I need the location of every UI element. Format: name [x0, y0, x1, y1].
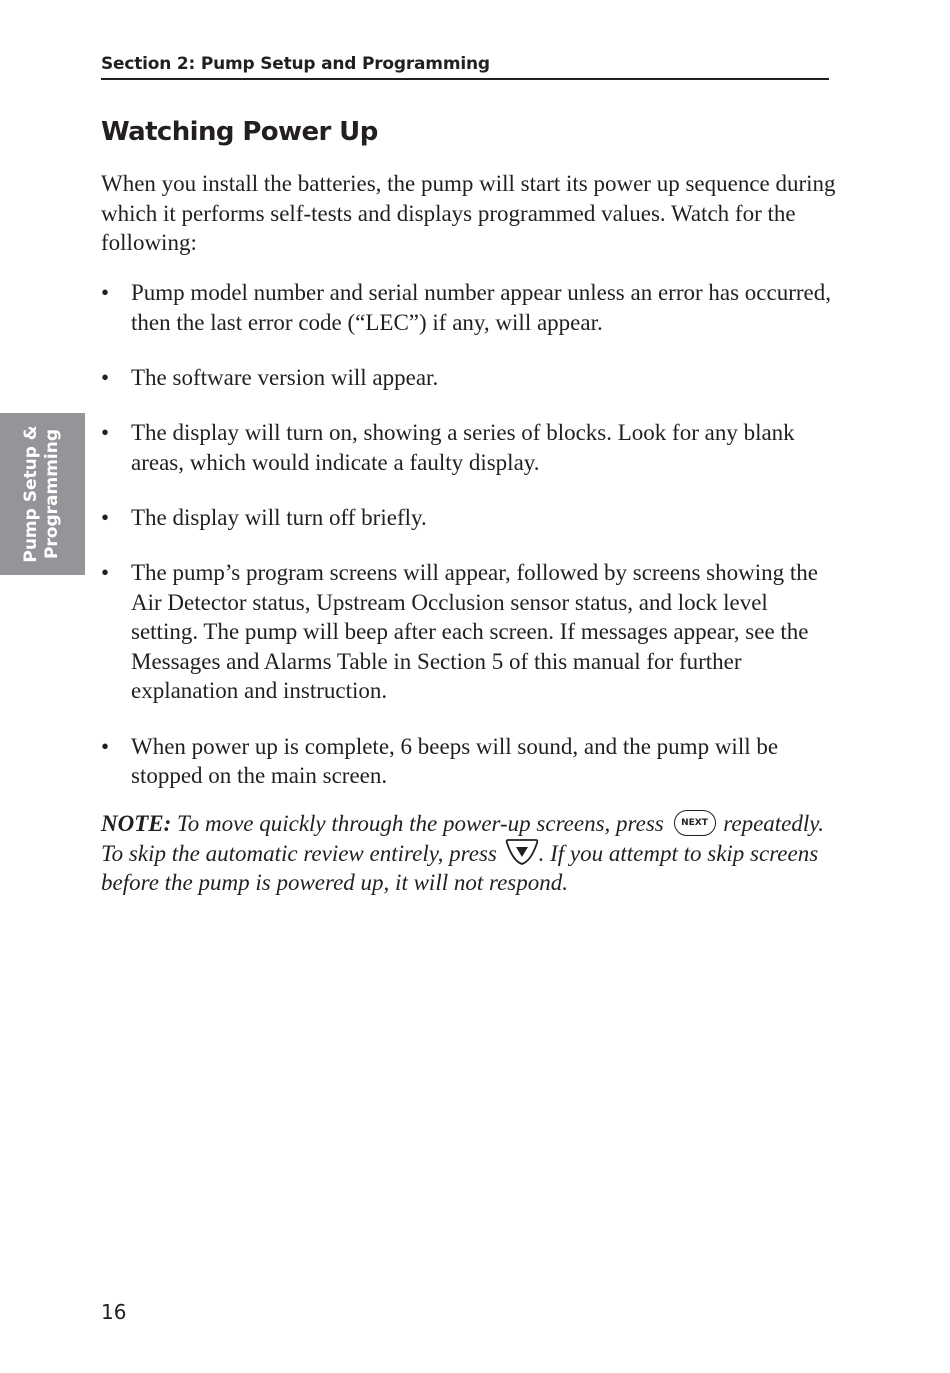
note-text-3: . If you attempt to skip screens before the pump is powered up, it will not respond. — [101, 840, 819, 896]
bullet-icon: • — [101, 504, 110, 530]
list-item-text: The display will turn on, showing a series of blocks. Look for any blank areas, which would indicate a faulty display. — [131, 419, 795, 475]
running-head: Section 2: Pump Setup and Programming — [101, 53, 829, 80]
list-item — [101, 363, 836, 393]
bullet-icon: • — [101, 733, 110, 759]
bullet-icon: • — [101, 419, 110, 445]
side-tab-line-2: Programming — [42, 428, 62, 560]
note-paragraph — [101, 809, 836, 898]
note-text-2: repeatedly. To skip the automatic review entirely, press — [101, 811, 824, 866]
side-tab-line-1: Pump Setup & — [21, 425, 41, 563]
side-tab-label — [21, 425, 63, 562]
bullet-icon: • — [101, 559, 110, 585]
note-label: NOTE: — [101, 811, 172, 836]
section-side-tab — [0, 413, 85, 575]
page-number: 16 — [101, 1300, 127, 1324]
list-item — [101, 558, 836, 706]
bullet-icon: • — [101, 280, 110, 305]
list-item — [101, 278, 836, 337]
page-title: Watching Power Up — [101, 117, 378, 147]
list-item — [101, 418, 836, 477]
list-item — [101, 732, 836, 791]
list-item-text: The display will turn off briefly. — [131, 504, 427, 530]
intro-paragraph: When you install the batteries, the pump will start its power up sequence during which it performs self-tests and displays programmed values. Watch for the following: — [101, 171, 836, 256]
note-text-1: To move quickly through the power-up screens, press — [171, 811, 670, 836]
power-up-steps-list — [101, 278, 836, 816]
list-item-text: The software version will appear. — [131, 364, 439, 390]
list-item-text: The pump’s program screens will appear, followed by screens showing the Air Detector status, Upstream Occlusion sensor status, and lock level setting. The pump will beep after each screen. If messages appear, see the Messages and Alarms Table in Section 5 of this manual for further explanation and instruction. — [131, 559, 818, 704]
down-arrow-key-icon — [505, 837, 539, 867]
list-item — [101, 503, 836, 533]
next-key-icon: NEXT — [674, 810, 716, 836]
bullet-icon: • — [101, 364, 110, 390]
list-item-text: When power up is complete, 6 beeps will sound, and the pump will be stopped on the main screen. — [131, 733, 779, 789]
list-item-text: Pump model number and serial number appear unless an error has occurred, then the last error code (“LEC”) if any, will appear. — [131, 280, 831, 335]
